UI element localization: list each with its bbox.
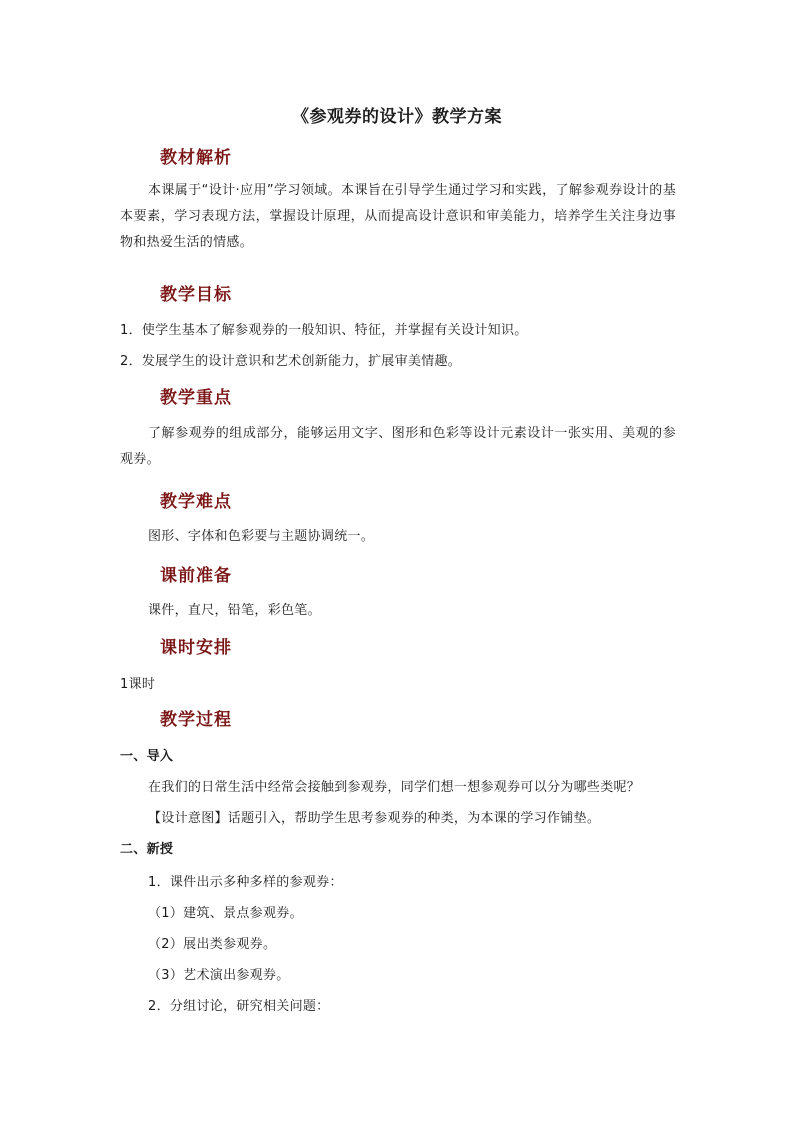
document-title: 《参观券的设计》教学方案 [292, 107, 502, 127]
list-item-1c: （3）艺术演出参观券。 [148, 968, 290, 983]
paragraph-difficulties: 图形、字体和色彩要与主题协调统一。 [148, 529, 375, 544]
paragraph-key-points: 了解参观券的组成部分，能够运用文字、图形和色彩等设计元素设计一张实用、美观的参观券。 [120, 426, 676, 467]
list-item-1b: （2）展出类参观券。 [148, 937, 277, 952]
heading-difficulties: 教学难点 [160, 492, 232, 512]
heading-material-analysis: 教材解析 [160, 148, 232, 168]
heading-teaching-goals: 教学目标 [160, 285, 232, 305]
heading-key-points: 教学重点 [160, 388, 232, 408]
paragraph-preparation: 课件，直尺，铅笔，彩色笔。 [148, 603, 321, 618]
list-item-1a: （1）建筑、景点参观券。 [148, 906, 303, 921]
goal-item-1: 1．使学生基本了解参观券的一般知识、特征，并掌握有关设计知识。 [120, 323, 528, 338]
heading-schedule: 课时安排 [160, 638, 232, 658]
heading-preparation: 课前准备 [160, 566, 232, 586]
list-item-1: 1．课件出示多种多样的参观券： [148, 875, 343, 890]
subheading-new-lesson: 二、新授 [120, 842, 174, 857]
paragraph-design-intent: 【设计意图】话题引入，帮助学生思考参观券的种类，为本课的学习作铺垫。 [148, 811, 601, 826]
paragraph-material-analysis: 本课属于“设计·应用”学习领域。本课旨在引导学生通过学习和实践，了解参观券设计的基本要素，学习表现方法，掌握设计原理，从而提高设计意识和审美能力，培养学生关注身边事物和热爱生活的情感。 [120, 183, 676, 250]
list-item-2: 2．分组讨论，研究相关问题： [148, 999, 330, 1014]
subheading-introduction: 一、导入 [120, 749, 174, 764]
heading-teaching-process: 教学过程 [160, 710, 232, 730]
paragraph-intro: 在我们的日常生活中经常会接触到参观券，同学们想一想参观券可以分为哪些类呢？ [148, 780, 641, 795]
goal-item-2: 2．发展学生的设计意识和艺术创新能力，扩展审美情趣。 [120, 354, 462, 369]
paragraph-schedule: 1课时 [120, 677, 156, 692]
